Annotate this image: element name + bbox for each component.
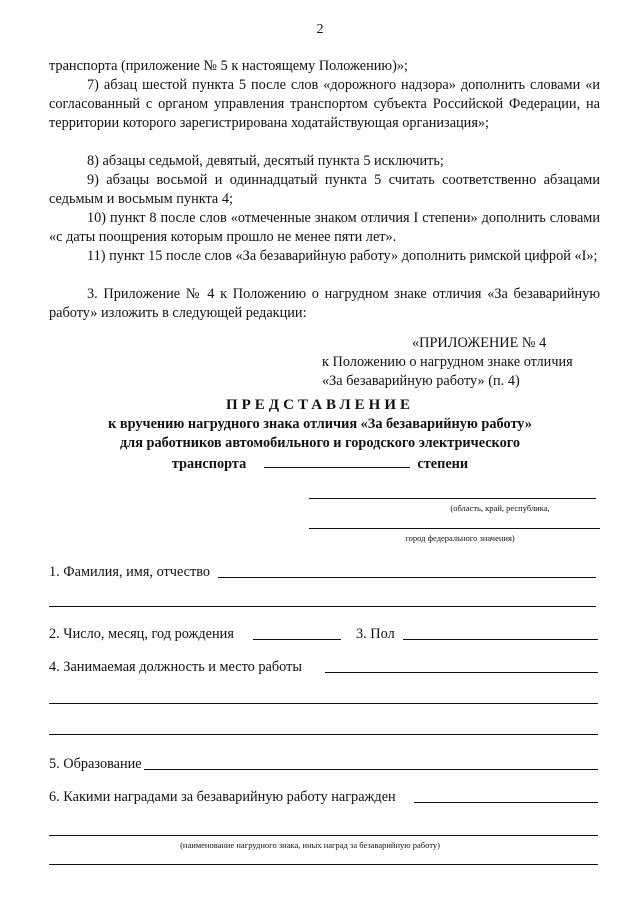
field-sex: 3. Пол xyxy=(356,626,395,642)
awards-line-2 xyxy=(49,835,598,836)
form-title: ПРЕДСТАВЛЕНИЕ xyxy=(225,397,415,413)
birth-line xyxy=(253,639,341,640)
paragraph-item-7: 7) абзац шестой пункта 5 после слов «дорожного надзора» дополнить словами «и согласованный с органом управления транспортом субъекта Российской Федерации, на территории которого зарегистрирована ходатайствующая организация»; xyxy=(49,77,600,131)
city-caption: город федерального значения) xyxy=(405,533,515,543)
appendix-title: «ПРИЛОЖЕНИЕ № 4 xyxy=(412,335,547,351)
field-birth: 2. Число, месяц, год рождения xyxy=(49,626,234,642)
paragraph-item-8: 8) абзацы седьмой, девятый, десятый пункта 5 исключить; xyxy=(87,153,444,169)
paragraph-item-9: 9) абзацы восьмой и одиннадцатый пункта 5 считать соответственно абзацами седьмым и восьмым пункта 4; xyxy=(49,172,600,207)
field-education: 5. Образование xyxy=(49,756,142,772)
city-line xyxy=(309,528,600,529)
paragraph-section-3: 3. Приложение № 4 к Положению о нагрудном знаке отличия «За безаварийную работу» изложить в следующей редакции: xyxy=(49,286,600,321)
awards-caption: (наименование нагрудного знака, иных наград за безаварийную работу) xyxy=(180,840,440,850)
region-caption: (область, край, республика, xyxy=(450,503,550,513)
form-subtitle-3-left: транспорта xyxy=(171,456,247,472)
page-number: 2 xyxy=(316,22,324,37)
paragraph-item-11: 11) пункт 15 после слов «За безаварийную работу» дополнить римской цифрой «I»; xyxy=(87,248,598,264)
degree-blank xyxy=(264,453,410,468)
awards-line xyxy=(414,802,598,803)
paragraph-item-10: 10) пункт 8 после слов «отмеченные знаком отличия I степени» дополнить словами «с даты поощрения которым прошло не менее пяти лет». xyxy=(49,210,600,245)
field-fio: 1. Фамилия, имя, отчество xyxy=(49,564,211,580)
position-line-2 xyxy=(49,703,598,704)
sex-line xyxy=(403,639,598,640)
field-awards: 6. Какими наградами за безаварийную работу награжден xyxy=(49,789,396,805)
appendix-point: «За безаварийную работу» (п. 4) xyxy=(322,373,520,389)
appendix-header xyxy=(322,334,602,391)
form-subtitle-3 xyxy=(0,453,640,474)
form-subtitle-2: для работников автомобильного и городского электрического xyxy=(119,435,521,451)
fio-line xyxy=(218,577,596,578)
field-position: 4. Занимаемая должность и место работы xyxy=(49,659,302,675)
form-subtitle-3-right: степени xyxy=(417,456,469,472)
education-line xyxy=(144,769,598,770)
position-line xyxy=(325,672,598,673)
position-line-3 xyxy=(49,734,598,735)
form-heading xyxy=(0,396,640,474)
fio-line-2 xyxy=(49,606,596,607)
appendix-reference: к Положению о нагрудном знаке отличия xyxy=(322,354,573,370)
region-line xyxy=(309,498,596,499)
awards-line-3 xyxy=(49,864,598,865)
form-subtitle-1: к вручению нагрудного знака отличия «За безаварийную работу» xyxy=(108,416,532,432)
paragraph-continuation: транспорта (приложение № 5 к настоящему Положению)»; xyxy=(49,58,408,74)
